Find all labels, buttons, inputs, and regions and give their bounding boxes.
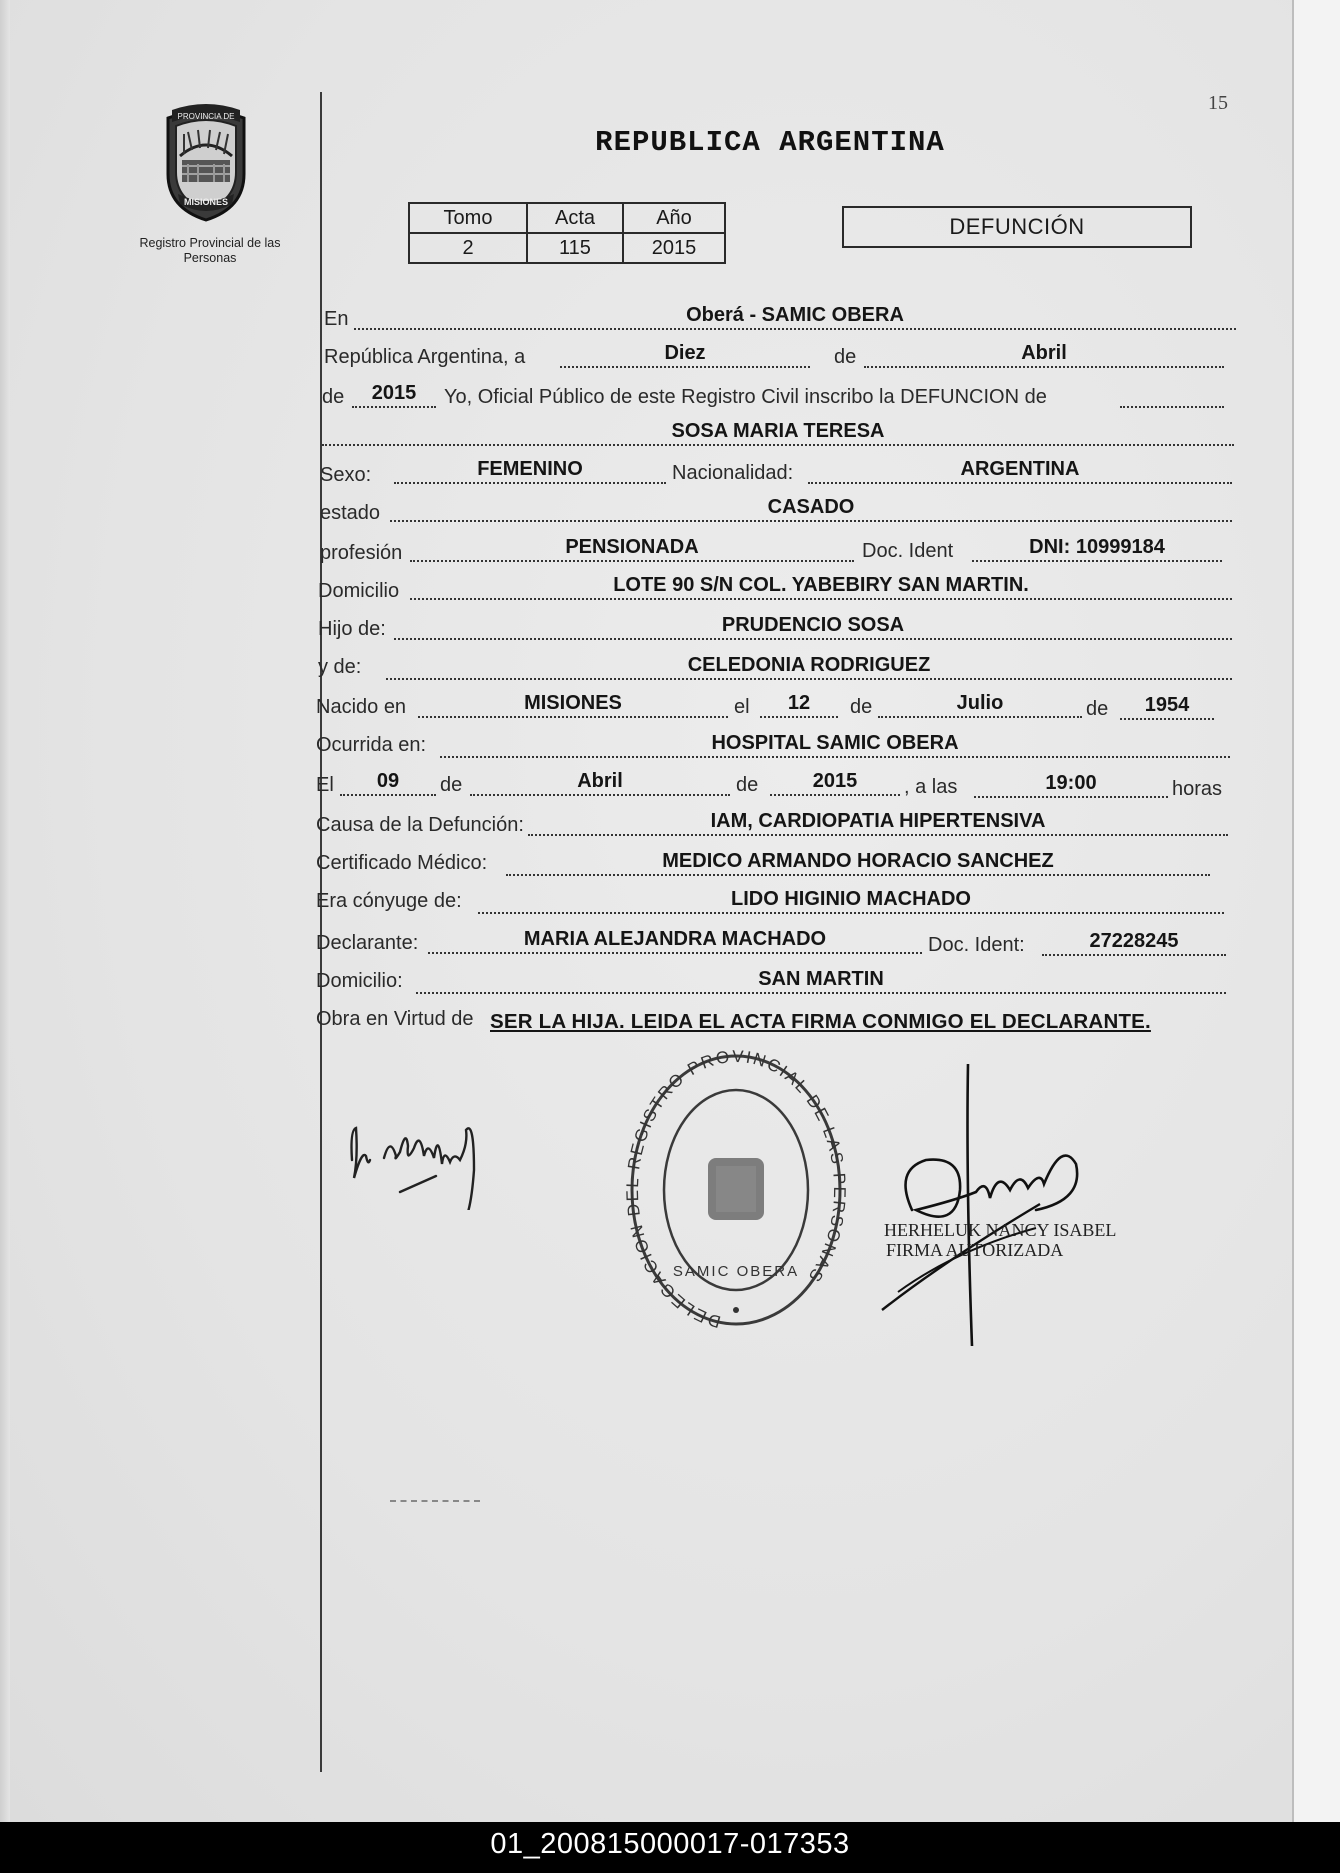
label-doc-ident: Doc. Ident bbox=[862, 540, 954, 562]
seal-text-top: PROVINCIA DE bbox=[177, 112, 235, 121]
acta-header: Acta bbox=[527, 203, 623, 233]
field-conyuge: LIDO HIGINIO MACHADO bbox=[478, 886, 1224, 914]
label-estado: estado bbox=[320, 502, 381, 524]
label-de-1: de bbox=[834, 346, 857, 368]
field-nacionalidad: ARGENTINA bbox=[808, 456, 1232, 484]
field-sexo: FEMENINO bbox=[394, 456, 666, 484]
label-y-de: y de: bbox=[318, 656, 362, 678]
page-right-edge bbox=[1292, 0, 1340, 1822]
field-causa: IAM, CARDIOPATIA HIPERTENSIVA bbox=[528, 808, 1228, 836]
anio-header: Año bbox=[623, 203, 725, 233]
field-def-mes: Abril bbox=[470, 768, 730, 796]
logo-caption: Registro Provincial de las Personas bbox=[139, 236, 281, 265]
handwritten-signature-icon bbox=[344, 1100, 514, 1210]
label-yo-oficial: Yo, Oficial Público de este Registro Civil inscribo la DEFUNCION de bbox=[444, 386, 1047, 408]
page-left-shadow bbox=[0, 0, 10, 1822]
field-difunto: SOSA MARIA TERESA bbox=[322, 418, 1234, 446]
field-anio-inscripcion: 2015 bbox=[352, 380, 436, 408]
field-obra: SER LA HIJA. LEIDA EL ACTA FIRMA CONMIGO EL DECLARANTE. bbox=[490, 1010, 1151, 1033]
field-blank-1 bbox=[1120, 380, 1224, 408]
label-ocurrida-en: Ocurrida en: bbox=[316, 734, 427, 756]
label-profesion: profesión bbox=[320, 542, 403, 564]
provincia-de-misiones-seal-icon bbox=[158, 104, 254, 222]
field-mes-inscripcion: Abril bbox=[864, 340, 1224, 368]
stray-mark bbox=[390, 1500, 480, 1502]
label-el-def: El bbox=[316, 774, 334, 796]
label-horas: horas bbox=[1172, 778, 1223, 800]
tomo-value: 2 bbox=[409, 233, 527, 263]
field-declarante: MARIA ALEJANDRA MACHADO bbox=[428, 926, 922, 954]
field-lugar: Oberá - SAMIC OBERA bbox=[354, 302, 1236, 330]
field-nacido-en: MISIONES bbox=[418, 690, 728, 718]
label-a-las: , a las bbox=[904, 776, 958, 798]
label-causa: Causa de la Defunción: bbox=[316, 814, 524, 836]
field-madre: CELEDONIA RODRIGUEZ bbox=[386, 652, 1232, 680]
label-el-nac: el bbox=[734, 696, 750, 718]
label-doc-ident-decl: Doc. Ident: bbox=[928, 934, 1025, 956]
field-estado: CASADO bbox=[390, 494, 1232, 522]
label-nacionalidad: Nacionalidad: bbox=[672, 462, 794, 484]
stamp-inner-text: SAMIC OBERA bbox=[672, 1263, 800, 1280]
field-nac-dia: 12 bbox=[760, 690, 838, 718]
label-declarante: Declarante: bbox=[316, 932, 419, 954]
field-doc-ident: DNI: 10999184 bbox=[972, 534, 1222, 562]
label-en: En bbox=[324, 308, 349, 330]
field-def-dia: 09 bbox=[340, 768, 436, 796]
label-de-def-1: de bbox=[440, 774, 463, 796]
field-padre: PRUDENCIO SOSA bbox=[394, 612, 1232, 640]
field-ocurrida-en: HOSPITAL SAMIC OBERA bbox=[440, 730, 1230, 758]
label-de-nac-2: de bbox=[1086, 698, 1109, 720]
field-dia-inscripcion: Diez bbox=[560, 340, 810, 368]
label-obra: Obra en Virtud de bbox=[316, 1008, 474, 1030]
label-de-def-2: de bbox=[736, 774, 759, 796]
field-nac-mes: Julio bbox=[878, 690, 1082, 718]
acta-value: 115 bbox=[527, 233, 623, 263]
field-def-anio: 2015 bbox=[770, 768, 900, 796]
page-title: REPUBLICA ARGENTINA bbox=[595, 126, 945, 159]
page-number: 15 bbox=[1208, 92, 1228, 114]
label-domicilio: Domicilio bbox=[318, 580, 400, 602]
handwritten-signature-icon bbox=[876, 1060, 1136, 1350]
field-declarante-doc: 27228245 bbox=[1042, 928, 1226, 956]
seal-text-bottom: MISIONES bbox=[183, 197, 229, 207]
registry-table bbox=[408, 202, 726, 264]
label-de-nac-1: de bbox=[850, 696, 873, 718]
label-domicilio-decl: Domicilio: bbox=[316, 970, 403, 992]
anio-value: 2015 bbox=[623, 233, 725, 263]
stamp-outer-text: DELEGACION DEL REGISTRO PROVINCIAL DE LAS PERSONAS bbox=[622, 1048, 850, 1332]
tomo-header: Tomo bbox=[409, 203, 527, 233]
official-title: FIRMA AUTORIZADA bbox=[886, 1240, 1064, 1260]
label-certificado: Certificado Médico: bbox=[316, 852, 488, 874]
label-hijo-de: Hijo de: bbox=[318, 618, 386, 640]
footer-file-id: 01_200815000017-017353 bbox=[490, 1828, 850, 1860]
field-nac-anio: 1954 bbox=[1120, 692, 1214, 720]
field-def-hora: 19:00 bbox=[974, 770, 1168, 798]
label-de-2: de bbox=[322, 386, 345, 408]
field-certificado: MEDICO ARMANDO HORACIO SANCHEZ bbox=[506, 848, 1210, 876]
record-type-box: DEFUNCIÓN bbox=[842, 206, 1192, 248]
label-sexo: Sexo: bbox=[320, 464, 372, 486]
label-conyuge: Era cónyuge de: bbox=[316, 890, 462, 912]
field-profesion: PENSIONADA bbox=[410, 534, 854, 562]
field-domicilio: LOTE 90 S/N COL. YABEBIRY SAN MARTIN. bbox=[410, 572, 1232, 600]
label-republica: República Argentina, a bbox=[324, 346, 526, 368]
official-name: HERHELUK NANCY ISABEL bbox=[884, 1220, 1117, 1240]
oval-official-stamp-icon bbox=[622, 1048, 850, 1338]
label-nacido-en: Nacido en bbox=[316, 696, 407, 718]
field-declarante-domicilio: SAN MARTIN bbox=[416, 966, 1226, 994]
